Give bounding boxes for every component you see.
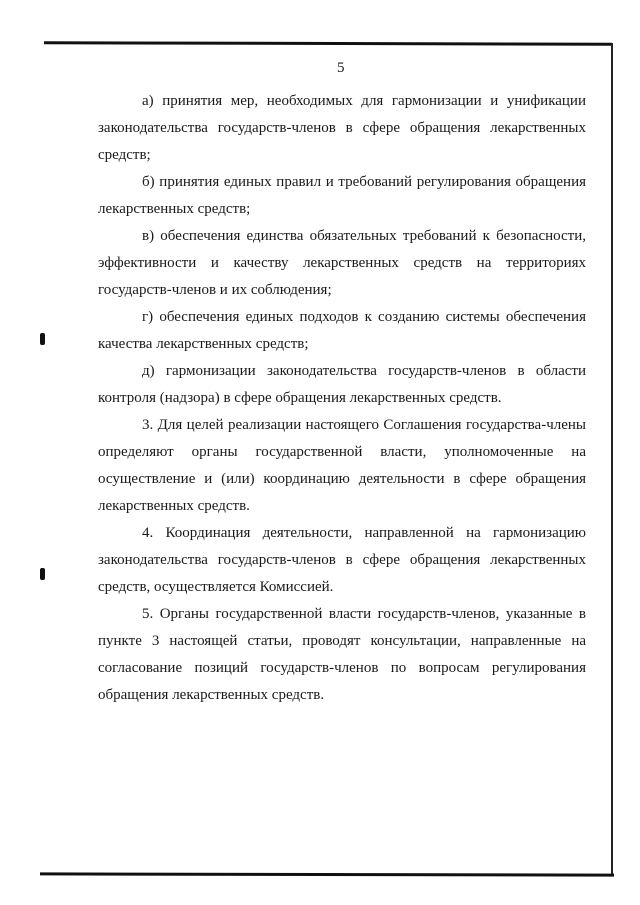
- paragraph-b: б) принятия единых правил и требований регулирования обращения лекарственных средств;: [98, 174, 586, 217]
- paragraph-d: д) гармонизации законодательства государств-членов в области контроля (надзора) в сфере обращения лекарственных средств.: [98, 363, 586, 406]
- paragraph-4: 4. Координация деятельности, направленной на гармонизацию законодательства государств-членов в сфере обращения лекарственных средств, осуществляется Комиссией.: [98, 525, 586, 595]
- document-body: [98, 88, 586, 709]
- binding-hole-mark: [40, 333, 45, 345]
- page-number: 5: [337, 60, 345, 76]
- paragraph-v: в) обеспечения единства обязательных требований к безопасности, эффективности и качеству лекарственных средств на территориях государств-членов и их соблюдения;: [98, 228, 586, 298]
- paragraph-a: а) принятия мер, необходимых для гармонизации и унификации законодательства государств-членов в сфере обращения лекарственных средств;: [98, 93, 586, 163]
- top-border-line: [44, 41, 612, 45]
- right-border-line: [611, 43, 613, 875]
- paragraph-5: 5. Органы государственной власти государств-членов, указанные в пункте 3 настоящей статьи, проводят консультации, направленные на согласование позиций государств-членов по вопросам регулирования обращения лекарственных средств.: [98, 606, 586, 703]
- binding-hole-mark: [40, 568, 45, 580]
- paragraph-3: 3. Для целей реализации настоящего Соглашения государства-члены определяют органы государственной власти, уполномоченные на осуществление и (или) координацию деятельности в сфере обращения лекарственных средств.: [98, 417, 586, 514]
- bottom-border-line: [40, 872, 614, 876]
- paragraph-g: г) обеспечения единых подходов к созданию системы обеспечения качества лекарственных средств;: [98, 309, 586, 352]
